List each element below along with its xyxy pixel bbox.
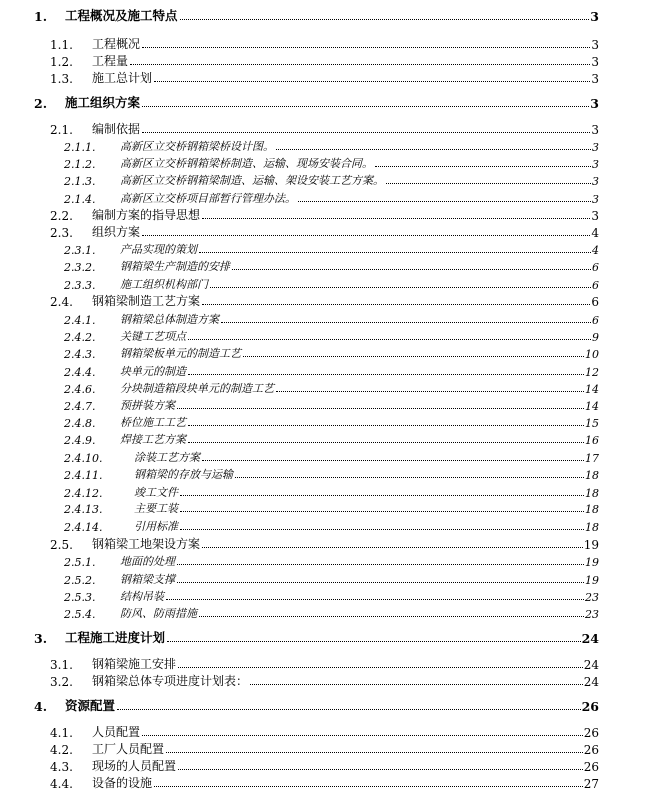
dot-leader (202, 460, 584, 461)
toc-title: 钢箱梁的存放与运输 (134, 468, 233, 481)
toc-page-number: 3 (590, 96, 599, 111)
toc-number: 2.3. (50, 226, 73, 240)
toc-entry[interactable] (50, 293, 599, 309)
toc-entry[interactable] (64, 241, 599, 257)
toc-page-number: 3 (592, 158, 599, 171)
toc-number: 2.4.13. (64, 503, 103, 516)
dot-leader (154, 81, 590, 82)
toc-entry[interactable] (64, 414, 599, 430)
toc-entry[interactable] (50, 758, 599, 774)
dot-leader (386, 183, 591, 184)
toc-title: 关键工艺项点 (120, 330, 186, 343)
dot-leader (142, 47, 590, 48)
toc-entry[interactable] (50, 673, 599, 689)
toc-title: 钢箱梁施工安排 (92, 657, 177, 671)
toc-entry[interactable] (64, 588, 599, 604)
dot-leader (202, 304, 590, 305)
toc-page-number: 6 (592, 261, 599, 274)
toc-entry[interactable] (64, 380, 599, 396)
toc-entry[interactable] (50, 207, 599, 223)
toc-entry[interactable] (50, 775, 599, 791)
toc-number: 2.5. (50, 538, 73, 552)
toc-number: 2.3.1. (64, 244, 96, 257)
toc-title: 引用标准 (134, 520, 178, 533)
toc-entry[interactable] (64, 190, 599, 206)
toc-number: 2.4.3. (64, 348, 96, 361)
toc-page-number: 3 (591, 209, 599, 223)
toc-entry[interactable] (34, 95, 599, 111)
toc-number: 2.1.2. (64, 158, 96, 171)
toc-number: 2.4.9. (64, 434, 96, 447)
dot-leader (243, 356, 584, 357)
toc-number: 2.4.8. (64, 417, 96, 430)
toc-number: 2.4.1. (64, 314, 96, 327)
toc-title: 竣工文件 (134, 486, 178, 499)
dot-leader (154, 786, 583, 787)
toc-title: 钢箱梁制造工艺方案 (92, 294, 201, 308)
toc-entry[interactable] (50, 121, 599, 137)
toc-page-number: 18 (585, 487, 599, 500)
toc-page-number: 6 (592, 314, 599, 327)
toc-entry[interactable] (64, 397, 599, 413)
toc-number: 4.1. (50, 726, 73, 740)
toc-title: 资源配置 (65, 698, 116, 713)
toc-entry[interactable] (64, 328, 599, 344)
toc-entry[interactable] (64, 466, 599, 482)
dot-leader (188, 339, 591, 340)
dot-leader (177, 408, 584, 409)
toc-number: 1.2. (50, 55, 73, 69)
toc-title: 钢箱梁板单元的制造工艺 (120, 347, 241, 360)
dot-leader (188, 374, 584, 375)
toc-title: 工程概况 (92, 37, 141, 51)
toc-entry[interactable] (64, 311, 599, 327)
toc-title: 桥位施工工艺 (120, 416, 186, 429)
toc-title: 钢箱梁总体制造方案 (120, 313, 219, 326)
toc-page-number: 3 (592, 193, 599, 206)
toc-page-number: 23 (585, 591, 599, 604)
toc-entry[interactable] (50, 36, 599, 52)
toc-page-number: 27 (583, 777, 599, 791)
toc-title: 涂装工艺方案 (134, 451, 200, 464)
dot-leader (117, 709, 581, 710)
toc-number: 2.4.6. (64, 383, 96, 396)
toc-entry[interactable] (50, 53, 599, 69)
dot-leader (180, 495, 584, 496)
dot-leader (142, 735, 583, 736)
dot-leader (276, 391, 584, 392)
toc-page-number: 18 (585, 521, 599, 534)
toc-entry[interactable] (64, 172, 599, 188)
dot-leader (188, 425, 584, 426)
toc-number: 2.2. (50, 209, 73, 223)
toc-number: 2.1.4. (64, 193, 96, 206)
toc-title: 施工组织机构部门 (120, 278, 208, 291)
toc-title: 地面的处理 (120, 555, 175, 568)
toc-title: 人员配置 (92, 725, 141, 739)
toc-page-number: 26 (583, 726, 599, 740)
dot-leader (180, 511, 584, 512)
toc-title: 钢箱梁工地架设方案 (92, 537, 201, 551)
dot-leader (142, 106, 589, 107)
toc-title: 施工组织方案 (65, 95, 141, 110)
toc-page-number: 6 (591, 295, 599, 309)
toc-title: 防风、防雨措施 (120, 607, 197, 620)
toc-entry[interactable] (50, 536, 599, 552)
toc-number: 2.5.3. (64, 591, 96, 604)
toc-entry[interactable] (64, 363, 599, 379)
toc-title: 块单元的制造 (120, 365, 186, 378)
dot-leader (250, 684, 583, 685)
toc-page-number: 3 (590, 9, 599, 24)
toc-page-number: 19 (585, 574, 599, 587)
toc-page-number: 26 (583, 743, 599, 757)
toc-number: 2.5.1. (64, 556, 96, 569)
toc-page-number: 3 (592, 141, 599, 154)
toc-page-number: 26 (583, 760, 599, 774)
toc-title: 高新区立交桥项目部暂行管理办法。 (120, 192, 296, 205)
dot-leader (180, 19, 590, 20)
toc-entry[interactable] (50, 741, 599, 757)
dot-leader (375, 166, 591, 167)
toc-title: 工程概况及施工特点 (65, 8, 178, 23)
toc-page-number: 24 (581, 631, 599, 646)
toc-page-number: 17 (585, 452, 599, 465)
toc-title: 钢箱梁总体专项进度计划表： (92, 674, 249, 688)
toc-number: 2.5.4. (64, 608, 96, 621)
toc-title: 预拼装方案 (120, 399, 175, 412)
toc-number: 4.4. (50, 777, 73, 791)
toc-number: 3.1. (50, 658, 73, 672)
toc-entry[interactable] (50, 724, 599, 740)
toc-page-number: 3 (591, 38, 599, 52)
toc-page-number: 10 (585, 348, 599, 361)
dot-leader (142, 132, 590, 133)
toc-entry[interactable] (64, 553, 599, 569)
toc-number: 4. (34, 699, 48, 714)
toc-entry[interactable] (64, 138, 599, 154)
dot-leader (232, 269, 591, 270)
toc-page-number: 14 (585, 400, 599, 413)
toc-title: 分块制造箱段块单元的制造工艺 (120, 382, 274, 395)
toc-number: 2.4.4. (64, 366, 96, 379)
toc-number: 2.4.2. (64, 331, 96, 344)
toc-number: 2.1.1. (64, 141, 96, 154)
toc-title: 组织方案 (92, 225, 141, 239)
toc-number: 3. (34, 631, 48, 646)
toc-title: 钢箱梁支撑 (120, 573, 175, 586)
dot-leader (142, 235, 590, 236)
toc-number: 2.4.11. (64, 469, 103, 482)
dot-leader (276, 149, 591, 150)
toc-page-number: 3 (591, 55, 599, 69)
toc-title: 高新区立交桥钢箱梁制造、运输、架设安装工艺方案。 (120, 174, 384, 187)
toc-title: 编制依据 (92, 122, 141, 136)
toc-title: 施工总计划 (92, 71, 153, 85)
dot-leader (177, 582, 584, 583)
dot-leader (167, 641, 581, 642)
toc-page-number: 18 (585, 469, 599, 482)
toc-number: 2.3.2. (64, 261, 96, 274)
toc-page-number: 19 (585, 556, 599, 569)
toc-title: 产品实现的策划 (120, 243, 197, 256)
toc-title: 焊接工艺方案 (120, 433, 186, 446)
toc-title: 高新区立交桥钢箱梁桥设计图。 (120, 140, 274, 153)
toc-entry[interactable] (64, 500, 599, 516)
toc-page-number: 3 (591, 72, 599, 86)
dot-leader (178, 769, 583, 770)
toc-entry[interactable] (34, 698, 599, 714)
dot-leader (188, 442, 584, 443)
toc-page-number: 24 (583, 658, 599, 672)
toc-number: 2.4.7. (64, 400, 96, 413)
dot-leader (221, 322, 591, 323)
toc-title: 现场的人员配置 (92, 759, 177, 773)
dot-leader (178, 667, 583, 668)
toc-number: 2.4.12. (64, 487, 103, 500)
toc-page-number: 19 (583, 538, 599, 552)
toc-entry[interactable] (50, 656, 599, 672)
toc-number: 4.3. (50, 760, 73, 774)
toc-number: 1.3. (50, 72, 73, 86)
toc-number: 2. (34, 96, 48, 111)
dot-leader (199, 616, 584, 617)
dot-leader (298, 201, 591, 202)
toc-page-number: 9 (592, 331, 599, 344)
dot-leader (199, 252, 591, 253)
dot-leader (210, 287, 591, 288)
toc-page-number: 4 (591, 226, 599, 240)
toc-page-number: 12 (585, 366, 599, 379)
toc-page-number: 16 (585, 434, 599, 447)
toc-page-number: 18 (585, 503, 599, 516)
toc-number: 2.5.2. (64, 574, 96, 587)
toc-title: 设备的设施 (92, 776, 153, 790)
toc-number: 2.1.3. (64, 175, 96, 188)
toc-page-number: 23 (585, 608, 599, 621)
dot-leader (202, 218, 590, 219)
toc-title: 工厂人员配置 (92, 742, 165, 756)
toc-page-number: 6 (592, 279, 599, 292)
toc-title: 高新区立交桥钢箱梁桥制造、运输、现场安装合同。 (120, 157, 373, 170)
toc-entry[interactable] (34, 8, 599, 24)
toc-page-number: 3 (592, 175, 599, 188)
toc-title: 主要工装 (134, 502, 178, 515)
dot-leader (202, 547, 583, 548)
toc-entry[interactable] (64, 518, 599, 534)
toc-page-number: 3 (591, 123, 599, 137)
toc-page-number: 26 (581, 699, 599, 714)
dot-leader (235, 477, 584, 478)
toc-page-number: 14 (585, 383, 599, 396)
toc-entry[interactable] (34, 630, 599, 646)
toc-entry[interactable] (64, 571, 599, 587)
toc-number: 2.4.14. (64, 521, 103, 534)
toc-title: 钢箱梁生产制造的安排 (120, 260, 230, 273)
toc-entry[interactable] (64, 276, 599, 292)
toc-number: 4.2. (50, 743, 73, 757)
toc-page-number: 15 (585, 417, 599, 430)
toc-entry[interactable] (64, 258, 599, 274)
toc-number: 2.3.3. (64, 279, 96, 292)
dot-leader (180, 529, 584, 530)
toc-entry[interactable] (64, 155, 599, 171)
toc-title: 结构吊装 (120, 590, 164, 603)
toc-entry[interactable] (64, 449, 599, 465)
dot-leader (177, 564, 584, 565)
toc-title: 工程量 (92, 54, 129, 68)
toc-number: 2.1. (50, 123, 73, 137)
toc-title: 编制方案的指导思想 (92, 208, 201, 222)
toc-entry[interactable] (64, 431, 599, 447)
toc-number: 2.4.10. (64, 452, 103, 465)
toc-number: 2.4. (50, 295, 73, 309)
dot-leader (130, 64, 590, 65)
dot-leader (166, 599, 584, 600)
toc-entry[interactable] (64, 345, 599, 361)
toc-entry[interactable] (64, 484, 599, 500)
dot-leader (166, 752, 583, 753)
toc-entry[interactable] (50, 224, 599, 240)
toc-title: 工程施工进度计划 (65, 630, 166, 645)
toc-page-number: 4 (592, 244, 599, 257)
toc-number: 1. (34, 9, 48, 24)
toc-number: 1.1. (50, 38, 73, 52)
toc-number: 3.2. (50, 675, 73, 689)
toc-entry[interactable] (64, 605, 599, 621)
toc-page-number: 24 (583, 675, 599, 689)
toc-entry[interactable] (50, 70, 599, 86)
